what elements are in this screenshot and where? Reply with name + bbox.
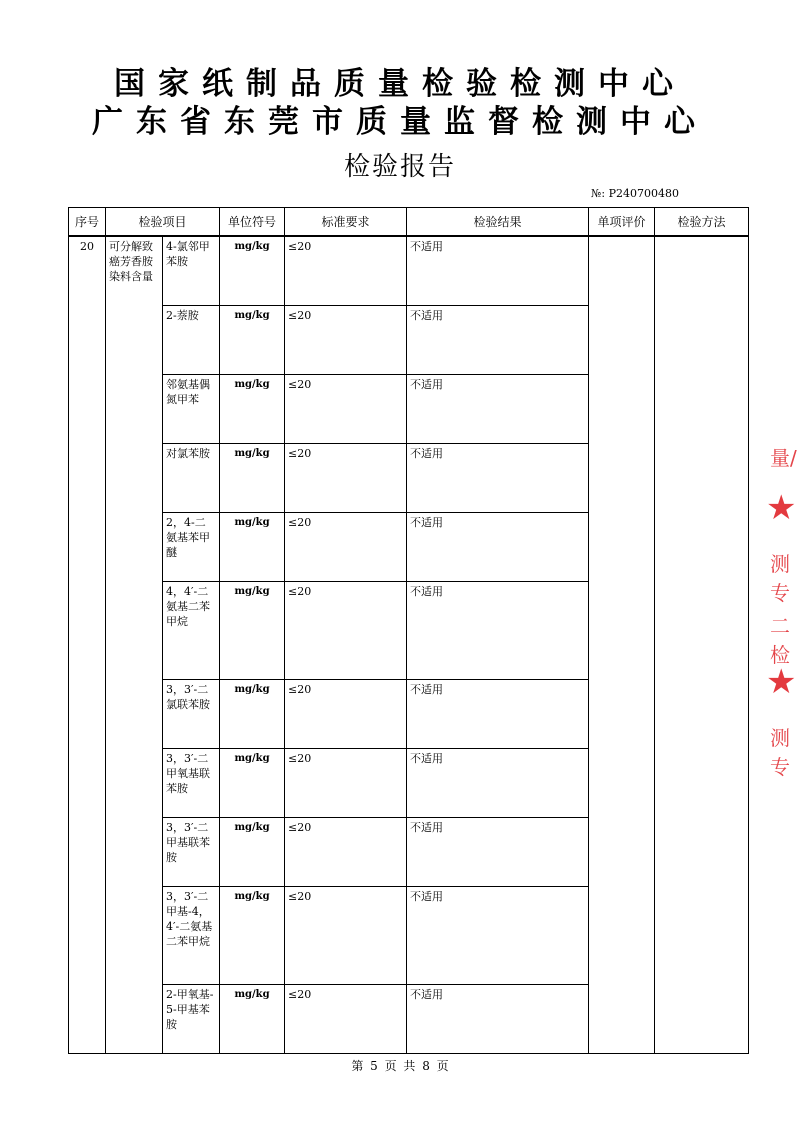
table-header-row (69, 208, 749, 237)
org-name-line2: 广东省东莞市质量监督检测中心 (92, 104, 708, 140)
unit-cell: mg/kg (220, 236, 285, 306)
result-cell: 不适用 (407, 236, 589, 306)
sub-item-name: 4，4′-二氨基二苯甲烷 (163, 582, 220, 680)
stamp-fragment: 测专 (770, 552, 790, 605)
stamp-fragment: 量/ (770, 446, 797, 470)
star-icon: ★ (766, 662, 797, 702)
sub-item-name: 3，3′-二氯联苯胺 (163, 680, 220, 749)
page-footer: 第 5 页 共 8 页 (351, 1059, 449, 1073)
result-cell: 不适用 (407, 375, 589, 444)
unit-cell: mg/kg (220, 444, 285, 513)
method-cell (655, 236, 749, 1054)
col-header-method: 检验方法 (655, 208, 749, 237)
sub-item-name: 3，3′-二甲基联苯胺 (163, 818, 220, 887)
unit-cell: mg/kg (220, 985, 285, 1054)
unit-cell: mg/kg (220, 375, 285, 444)
requirement-cell: ≤20 (285, 375, 407, 444)
result-cell: 不适用 (407, 818, 589, 887)
sub-item-name: 4-氯邻甲苯胺 (163, 236, 220, 306)
col-header-seq: 序号 (69, 208, 106, 237)
sub-item-name: 2，4-二氨基苯甲醚 (163, 513, 220, 582)
row-seq: 20 (69, 236, 106, 1054)
result-cell: 不适用 (407, 444, 589, 513)
star-icon: ★ (766, 488, 797, 528)
inspection-table (68, 207, 749, 1054)
org-name-line1: 国家纸制品质量检验检测中心 (114, 66, 686, 102)
requirement-cell: ≤20 (285, 985, 407, 1054)
col-header-item: 检验项目 (106, 208, 220, 237)
requirement-cell: ≤20 (285, 236, 407, 306)
col-header-result: 检验结果 (407, 208, 589, 237)
requirement-cell: ≤20 (285, 306, 407, 375)
requirement-cell: ≤20 (285, 513, 407, 582)
stamp-fragment: 二检 (770, 614, 790, 667)
sub-item-name: 2-萘胺 (163, 306, 220, 375)
sub-item-name: 对氯苯胺 (163, 444, 220, 513)
table-row (69, 236, 749, 306)
sub-item-name: 3，3′-二甲氧基联苯胺 (163, 749, 220, 818)
item-category: 可分解致癌芳香胺染料含量 (106, 236, 163, 1054)
sub-item-name: 2-甲氧基-5-甲基苯胺 (163, 985, 220, 1054)
report-title: 检验报告 (343, 152, 456, 182)
unit-cell: mg/kg (220, 306, 285, 375)
requirement-cell: ≤20 (285, 582, 407, 680)
result-cell: 不适用 (407, 582, 589, 680)
col-header-requirement: 标准要求 (285, 208, 407, 237)
result-cell: 不适用 (407, 513, 589, 582)
seal-stamp (762, 430, 800, 790)
evaluation-cell (589, 236, 655, 1054)
result-cell: 不适用 (407, 887, 589, 985)
requirement-cell: ≤20 (285, 444, 407, 513)
sub-item-name: 邻氨基偶氮甲苯 (163, 375, 220, 444)
unit-cell: mg/kg (220, 680, 285, 749)
unit-cell: mg/kg (220, 818, 285, 887)
requirement-cell: ≤20 (285, 887, 407, 985)
sub-item-name: 3，3′-二甲基-4，4′-二氨基二苯甲烷 (163, 887, 220, 985)
result-cell: 不适用 (407, 680, 589, 749)
report-number: №: P240700480 (591, 187, 679, 200)
result-cell: 不适用 (407, 985, 589, 1054)
stamp-fragment: 测专 (770, 726, 790, 779)
unit-cell: mg/kg (220, 582, 285, 680)
result-cell: 不适用 (407, 749, 589, 818)
col-header-evaluation: 单项评价 (589, 208, 655, 237)
unit-cell: mg/kg (220, 887, 285, 985)
requirement-cell: ≤20 (285, 680, 407, 749)
unit-cell: mg/kg (220, 749, 285, 818)
result-cell: 不适用 (407, 306, 589, 375)
requirement-cell: ≤20 (285, 749, 407, 818)
requirement-cell: ≤20 (285, 818, 407, 887)
col-header-unit: 单位符号 (220, 208, 285, 237)
unit-cell: mg/kg (220, 513, 285, 582)
